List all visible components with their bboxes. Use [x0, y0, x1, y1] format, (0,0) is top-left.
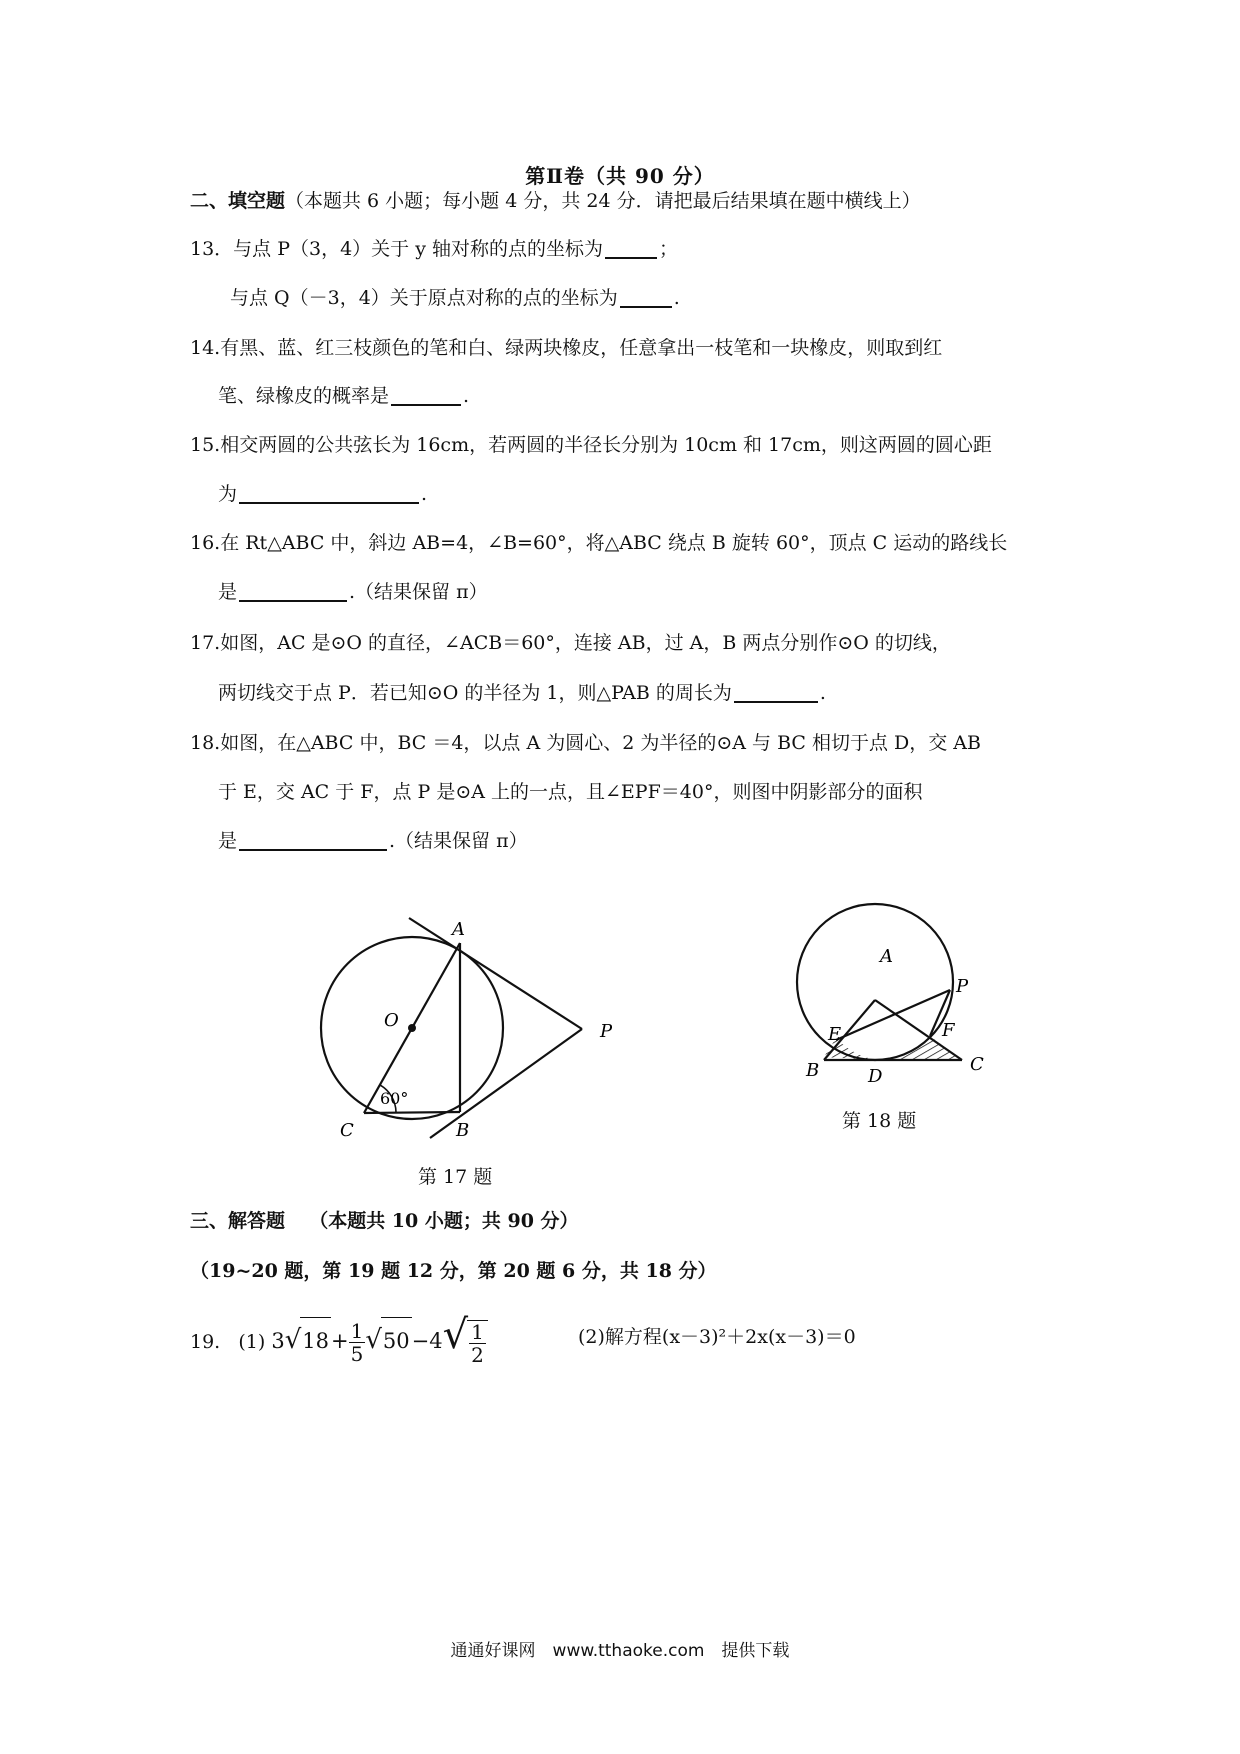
q19-part2: (2)解方程(x－3)²＋2x(x－3)＝0	[578, 1326, 856, 1348]
answer-section-subnote: （19~20 题，第 19 题 12 分，第 20 题 6 分，共 18 分）	[190, 1260, 717, 1282]
fill-section-header	[190, 188, 921, 214]
figure-18-diagram	[780, 900, 1020, 1130]
question-18-line-1: 18.如图，在△ABC 中，BC ＝4，以点 A 为圆心、2 为半径的⊙A 与 BC 相切于点 D，交 AB	[190, 732, 981, 754]
answer-blank	[239, 829, 387, 851]
figure-17-caption: 第 17 题	[418, 1166, 493, 1188]
radical-sign: √	[365, 1325, 382, 1355]
fraction-denominator: 5	[350, 1342, 364, 1366]
section-title: 第Ⅱ卷（共 90 分）	[525, 164, 715, 188]
fraction-one-fifth	[349, 1320, 366, 1365]
fraction-numerator: 1	[471, 1319, 484, 1344]
radical-sign-large: √	[442, 1312, 469, 1358]
q14-punct: .	[463, 385, 470, 407]
radicand-50: 50	[381, 1317, 412, 1364]
figure-18-caption: 第 18 题	[842, 1110, 917, 1132]
fill-section-note: （本题共 6 小题；每小题 4 分，共 24 分．请把最后结果填在题中横线上）	[285, 190, 921, 212]
answer-blank	[605, 237, 657, 259]
question-15-line-2	[218, 481, 427, 507]
chord-cb	[364, 1112, 460, 1113]
answer-blank	[391, 384, 461, 406]
q16-punct: .（结果保留 π）	[349, 581, 488, 603]
fraction-one-half	[467, 1320, 488, 1366]
label-c: C	[970, 1054, 984, 1075]
q16-text-2: 是	[218, 581, 238, 603]
question-13-line-2	[230, 285, 680, 311]
label-f: F	[942, 1020, 955, 1041]
label-b: B	[806, 1060, 820, 1081]
figure-17-diagram	[300, 900, 660, 1180]
answer-section-note: （本题共 10 小题；共 90 分）	[309, 1210, 579, 1232]
segment-ep	[836, 990, 950, 1040]
answer-blank	[239, 482, 419, 504]
radicand-18: 18	[300, 1317, 331, 1364]
q13-text-1: 13．与点 P（3，4）关于 y 轴对称的点的坐标为	[190, 238, 603, 260]
radical-sign: √	[284, 1325, 302, 1355]
answer-blank	[734, 681, 818, 703]
answer-section-heading: 三、解答题	[190, 1210, 286, 1232]
q15-punct: .	[421, 483, 428, 505]
question-16-line-2	[218, 579, 488, 605]
fraction-denominator: 2	[471, 1342, 484, 1367]
label-a: A	[880, 946, 893, 967]
label-a: A	[452, 919, 465, 940]
answer-blank	[620, 286, 672, 308]
q13-punct-2: .	[673, 287, 680, 309]
label-d: D	[868, 1066, 883, 1087]
question-17-line-2	[218, 680, 826, 706]
tangent-at-a	[409, 918, 582, 1029]
q15-text-2: 为	[218, 483, 238, 505]
q17-text-2: 两切线交于点 P．若已知⊙O 的半径为 1，则△PAB 的周长为	[218, 682, 732, 704]
q14-text-2: 笔、绿橡皮的概率是	[218, 385, 390, 407]
answer-blank	[239, 580, 347, 602]
question-16-line-1: 16.在 Rt△ABC 中，斜边 AB=4，∠B=60°，将△ABC 绕点 B 旋转 60°，顶点 C 运动的路线长	[190, 532, 1008, 554]
question-13-line-1	[190, 236, 678, 262]
label-e: E	[828, 1024, 842, 1045]
q19-number: 19.	[190, 1331, 221, 1353]
q18-text-3: 是	[218, 830, 238, 852]
plus-sign: +	[331, 1329, 349, 1353]
q19-part1-expression	[271, 1312, 488, 1367]
minus-four: −4	[411, 1329, 443, 1353]
fraction-numerator: 1	[350, 1319, 364, 1343]
q19-part1-label: (1)	[238, 1331, 266, 1353]
label-o: O	[384, 1010, 399, 1031]
q13-punct-1: ；	[659, 238, 679, 260]
label-p: P	[600, 1021, 613, 1042]
label-c: C	[340, 1120, 354, 1141]
fill-section-heading: 二、填空题	[190, 190, 286, 212]
answer-section-header	[190, 1208, 579, 1234]
question-17-line-1: 17.如图，AC 是⊙O 的直径，∠ACB＝60°，连接 AB，过 A，B 两点分别作⊙O 的切线，	[190, 632, 951, 654]
q17-punct: .	[819, 682, 826, 704]
question-18-line-3	[218, 828, 528, 854]
center-point-o	[408, 1024, 416, 1032]
label-b: B	[456, 1120, 470, 1141]
tangent-at-b	[430, 1029, 582, 1138]
question-18-line-2: 于 E，交 AC 于 F，点 P 是⊙A 上的一点，且∠EPF＝40°，则图中阴影部分的面积	[218, 781, 923, 803]
coefficient-3: 3	[271, 1329, 285, 1353]
question-14-line-2	[218, 383, 469, 409]
question-14-line-1: 14.有黑、蓝、红三枝颜色的笔和白、绿两块橡皮，任意拿出一枝笔和一块橡皮，则取到红	[190, 337, 943, 359]
question-19	[190, 1312, 488, 1366]
label-p: P	[956, 976, 969, 997]
footer-source: 通通好课网 www.tthaoke.com 提供下载	[450, 1641, 790, 1661]
q18-punct: .（结果保留 π）	[389, 830, 528, 852]
label-angle-60: 60°	[380, 1089, 409, 1108]
q13-text-2: 与点 Q（－3，4）关于原点对称的点的坐标为	[230, 287, 618, 309]
question-15-line-1: 15.相交两圆的公共弦长为 16cm，若两圆的半径长分别为 10cm 和 17cm，则这两圆的圆心距	[190, 434, 992, 456]
